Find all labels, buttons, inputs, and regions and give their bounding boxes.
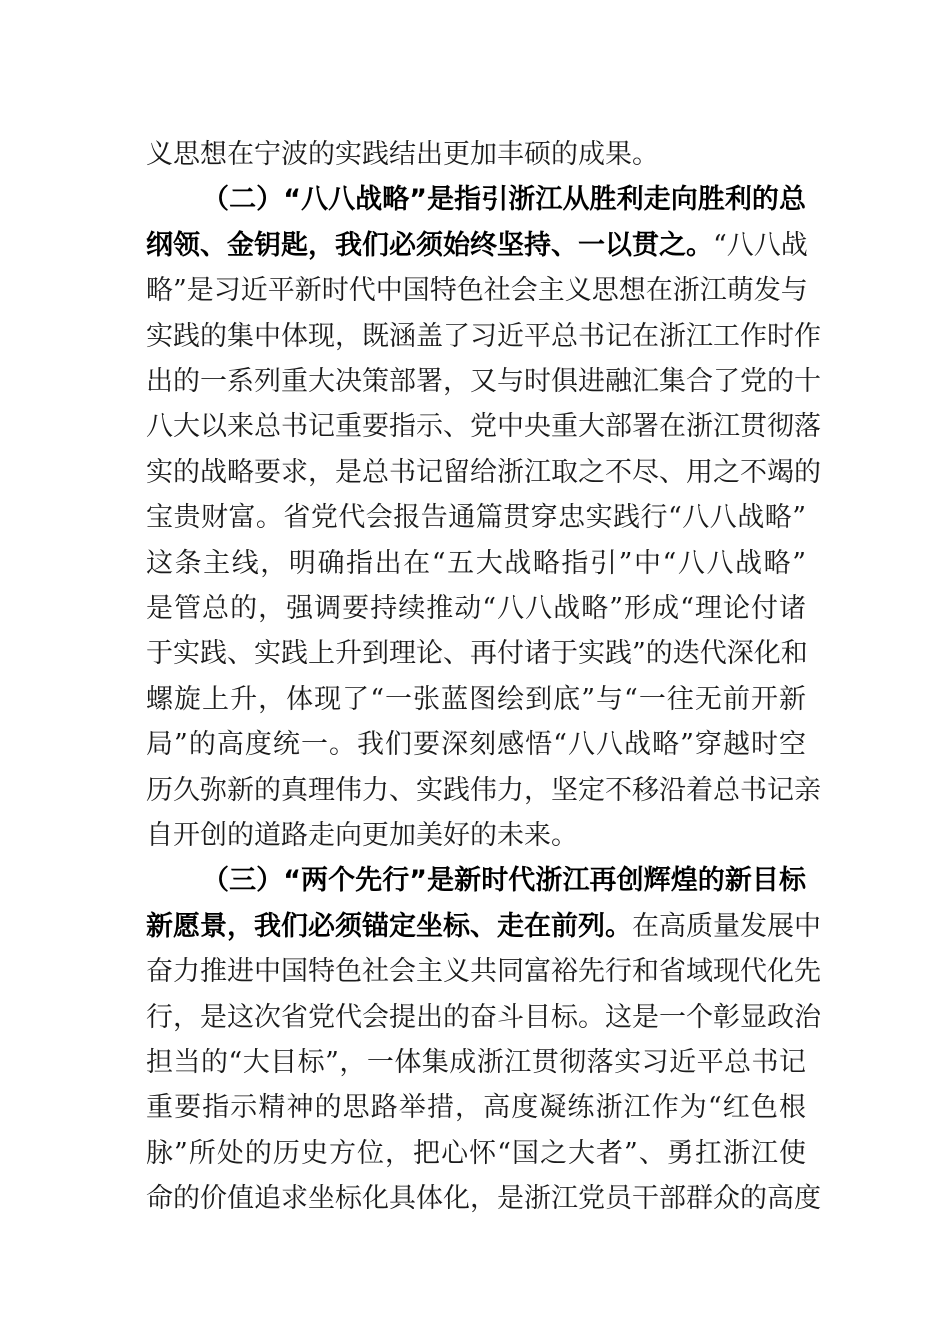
text-line: 脉”所处的历史方位，把心怀“国之大者”、勇扛浙江使 (146, 1138, 806, 1169)
text-line: 纲领、金钥匙，我们必须始终坚持、一以贯之。“八八战 (146, 230, 808, 261)
text-line: 螺旋上升，体现了“一张蓝图绘到底”与“一往无前开新 (146, 684, 806, 715)
text-line: 出的一系列重大决策部署，又与时俱进融汇集合了党的十 (146, 366, 821, 397)
text-line: 略”是习近平新时代中国特色社会主义思想在浙江萌发与 (146, 275, 808, 306)
text-line: 实的战略要求，是总书记留给浙江取之不尽、用之不竭的 (146, 457, 821, 488)
text-line: 命的价值追求坐标化具体化，是浙江党员干部群众的高度 (146, 1183, 821, 1214)
text-line: 新愿景，我们必须锚定坐标、走在前列。在高质量发展中 (146, 911, 821, 942)
text-line: 这条主线，明确指出在“五大战略指引”中“八八战略” (146, 548, 806, 579)
text-line: 重要指示精神的思路举措，高度凝练浙江作为“红色根 (146, 1092, 806, 1123)
text-line: 于实践、实践上升到理论、再付诸于实践”的迭代深化和 (146, 638, 808, 669)
text-line: 义思想在宁波的实践结出更加丰硕的成果。 (146, 139, 659, 170)
text-line: 八大以来总书记重要指示、党中央重大部署在浙江贯彻落 (146, 411, 821, 442)
text-line: 实践的集中体现，既涵盖了习近平总书记在浙江工作时作 (146, 321, 821, 352)
text-line: 历久弥新的真理伟力、实践伟力，坚定不移沿着总书记亲 (146, 775, 821, 806)
text-line: 担当的“大目标”，一体集成浙江贯彻落实习近平总书记 (146, 1047, 806, 1078)
text-line: 奋力推进中国特色社会主义共同富裕先行和省域现代化先 (146, 956, 821, 987)
text-line: 局”的高度统一。我们要深刻感悟“八八战略”穿越时空 (146, 729, 806, 760)
text-line: 宝贵财富。省党代会报告通篇贯穿忠实践行“八八战略” (146, 502, 806, 533)
text-line: 自开创的道路走向更加美好的未来。 (146, 820, 578, 851)
text-line: 是管总的，强调要持续推动“八八战略”形成“理论付诸 (146, 593, 806, 624)
section-heading-2: （二）“八八战略”是指引浙江从胜利走向胜利的总 (202, 184, 806, 215)
text-line: 行，是这次省党代会提出的奋斗目标。这是一个彰显政治 (146, 1002, 821, 1033)
section-heading-3: （三）“两个先行”是新时代浙江再创辉煌的新目标 (202, 865, 806, 896)
